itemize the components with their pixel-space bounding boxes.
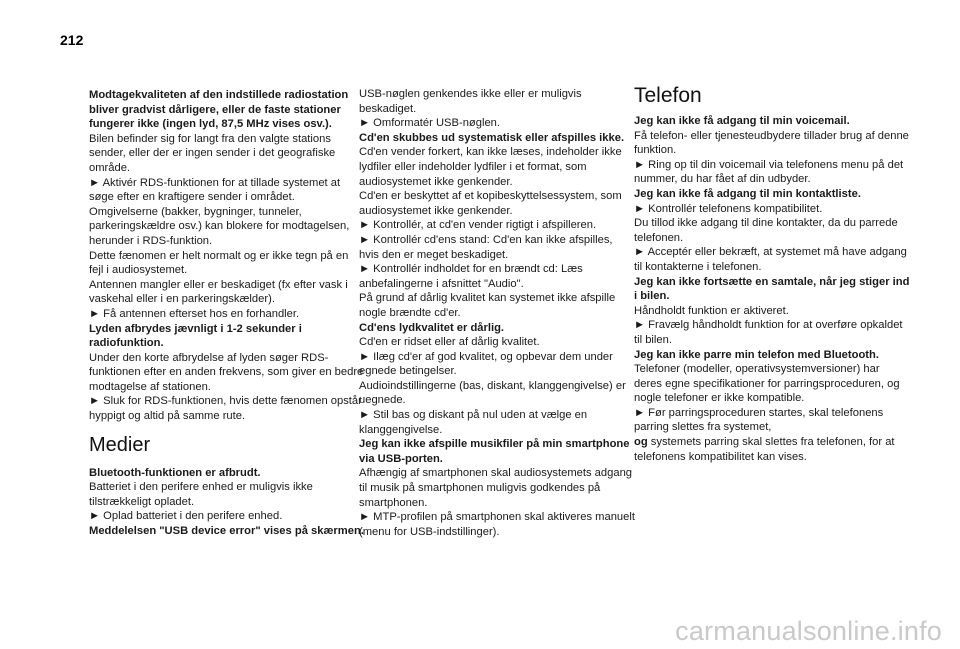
body-cd-quality: Cd'en er ridset eller af dårlig kvalitet. ► Ilæg cd'er af god kvalitet, og opbevar dem under egnede betingelser. Audioindstillingerne (bas, diskant, klanggengivelse) er uegnede. ► Stil bas og diskant på nul uden at vælge en klanggengivelse. <box>359 336 626 436</box>
body-bluetooth-pairing-end <box>634 435 910 464</box>
heading-voicemail: Jeg kan ikke få adgang til min voicemail. <box>634 115 850 127</box>
column-middle <box>359 87 635 539</box>
body-contact-list: ► Kontrollér telefonens kompatibilitet. Du tillod ikke adgang til dine kontakter, da du parrede telefonen. ► Acceptér eller bekræft, at systemet må have adgang til kontakterne i telefonen. <box>634 202 907 273</box>
inline-bold-og: og <box>634 436 648 449</box>
page-number: 212 <box>60 32 84 48</box>
body-continue-call: Håndholdt funktion er aktiveret. ► Fravælg håndholdt funktion for at overføre opkaldet til bilen. <box>634 304 903 346</box>
heading-contact-list: Jeg kan ikke få adgang til min kontaktliste. <box>634 187 861 200</box>
body-reception-quality: Bilen befinder sig for langt fra den valgte stations sender, eller der er ingen sender i det geografiske område. ► Aktivér RDS-funktionen for at tillade systemet at søge efter en kraftigere sender i området. Omgivelserne (bakker, bygninger, tunneler, parkeringskældre osv.) kan blokere for modtagelsen, herunder i RDS-funktion. Dette fænomen er helt normalt og er ikke tegn på en fejl i audiosystemet. Antennen mangler eller er beskadiget (fx efter vask i vaskehal eller i en parkeringskælder). ► Få antennen efterset hos en forhandler. <box>89 132 350 320</box>
body-bluetooth-disconnected: Batteriet i den perifere enhed er muligvis ikke tilstrækkeligt opladet. ► Oplad batteriet i den perifere enhed. <box>89 481 313 523</box>
heading-cd-ejected: Cd'en skubbes ud systematisk eller afspilles ikke. <box>359 131 625 144</box>
section-title-telephone: Telefon <box>634 84 702 107</box>
column-left <box>89 88 365 539</box>
heading-bluetooth-disconnected: Bluetooth-funktionen er afbrudt. <box>89 466 261 479</box>
heading-reception-quality: Modtagekvaliteten af den indstillede radiostation bliver gradvist dårligere, eller de faste stationer fungerer ikke (ingen lyd, 87,5 MHz vises osv.). <box>89 89 349 131</box>
heading-continue-call: Jeg kan ikke fortsætte en samtale, når jeg stiger ind i bilen. <box>634 275 910 303</box>
section-title-media: Medier <box>89 433 151 456</box>
watermark: carmanualsonline.info <box>675 616 942 646</box>
body-usb-key: USB-nøglen genkendes ikke eller er muligvis beskadiget. ► Omformatér USB-nøglen. <box>359 88 582 130</box>
heading-smartphone-music: Jeg kan ikke afspille musikfiler på min smartphone via USB-porten. <box>359 438 630 465</box>
inline-rest: systemets parring skal slettes fra telefonen, for at telefonens kompatibilitet kan vises. <box>634 436 895 463</box>
heading-sound-interruption: Lyden afbrydes jævnligt i 1-2 sekunder i radiofunktion. <box>89 322 302 350</box>
heading-cd-quality: Cd'ens lydkvalitet er dårlig. <box>359 321 505 334</box>
body-sound-interruption: Under den korte afbrydelse af lyden søger RDS-funktionen efter en anden frekvens, som giver en bedre modtagelse af stationen. ► Sluk for RDS-funktionen, hvis dette fænomen opstår hyppigt og altid på samme rute. <box>89 351 364 423</box>
body-bluetooth-pairing: Telefoner (modeller, operativsystemversioner) har deres egne specifikationer for parringsproceduren, og nogle telefoner er ikke kompatible. ► Før parringsproceduren startes, skal telefonens parring slettes fra systemet, <box>634 363 900 434</box>
body-cd-ejected: Cd'en vender forkert, kan ikke læses, indeholder ikke lydfiler eller indeholder lydfiler i et format, som audiosystemet ikke genkender. Cd'en er beskyttet af et kopibeskyttelsessystem, som audiosystemet ikke genkender. ► Kontrollér, at cd'en vender rigtigt i afspilleren. ► Kontrollér cd'ens stand: Cd'en kan ikke afspilles, hvis den er meget beskadiget. ► Kontrollér indholdet for en brændt cd: Læs anbefalingerne i afsnittet "Audio". På grund af dårlig kvalitet kan systemet ikke afspille nogle brændte cd'er. <box>359 146 622 319</box>
heading-bluetooth-pairing: Jeg kan ikke parre min telefon med Bluetooth. <box>634 348 879 361</box>
body-voicemail: Få telefon- eller tjenesteudbydere tillader brug af denne funktion. ► Ring op til din voicemail via telefonens menu på det nummer, du har fået af din udbyder. <box>634 129 909 186</box>
heading-usb-error: Meddelelsen "USB device error" vises på skærmen. <box>89 525 364 538</box>
body-smartphone-music: Afhængig af smartphonen skal audiosystemets adgang til musik på smartphonen muligvis godkendes på smartphonen. ► MTP-profilen på smartphonen skal aktiveres manuelt (menu for USB-indstillinger). <box>359 467 635 538</box>
column-right <box>634 84 910 464</box>
